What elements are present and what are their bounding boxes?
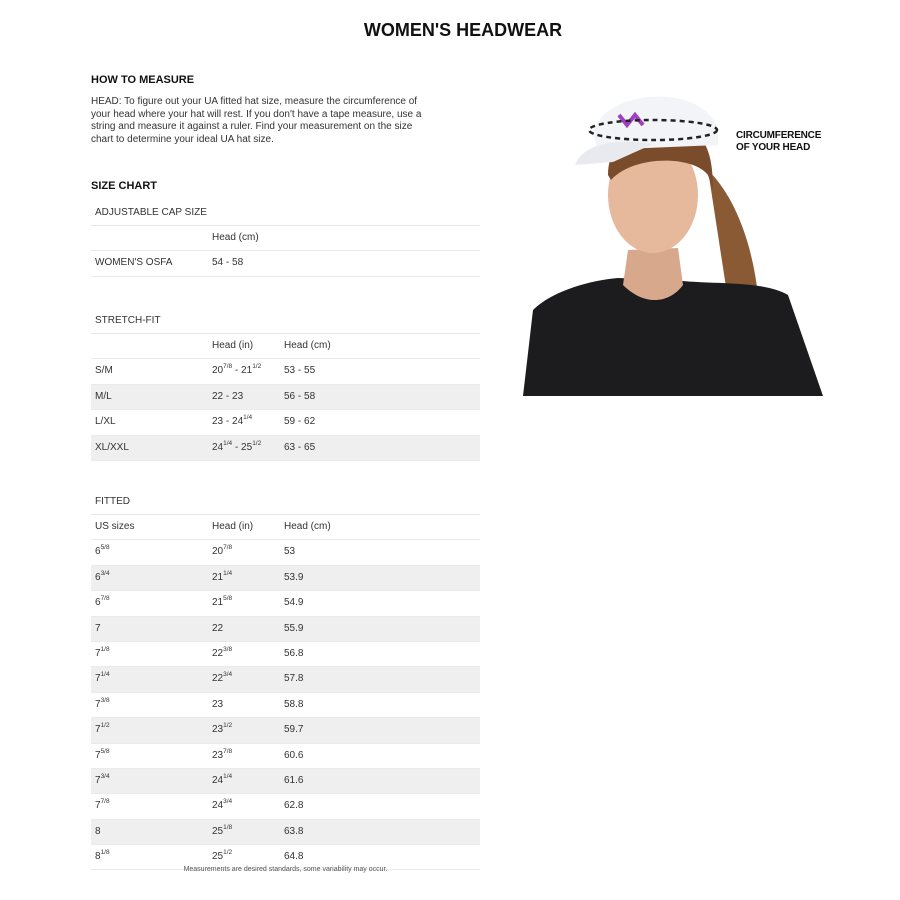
column-header: US sizes <box>95 521 135 532</box>
table-cell: $24^{3/4}$ <box>212 798 233 812</box>
fraction-superscript: 1/4 <box>223 772 233 780</box>
column-header <box>91 226 212 250</box>
circumference-label <box>736 130 821 154</box>
fraction-superscript: 5/8 <box>223 595 233 603</box>
table-cell: 22 - 23 <box>212 390 244 402</box>
table-cell: 63.8 <box>284 825 304 837</box>
table-row <box>91 667 480 692</box>
table-cell: $6^{3/4}$ <box>95 569 110 583</box>
fraction-superscript: 1/2 <box>252 363 262 371</box>
fraction-superscript: 3/4 <box>100 772 110 780</box>
fraction-superscript: 1/8 <box>100 645 110 653</box>
column-header: Head (cm) <box>212 232 259 243</box>
table-cell: 8 <box>95 825 101 837</box>
table-cell: $6^{7/8}$ <box>95 595 110 609</box>
table-row <box>91 251 480 276</box>
table-row <box>91 540 480 565</box>
how-to-measure-text: HEAD: To figure out your UA fitted hat size, measure the circumference of your head where your hat will rest. If you don't have a tape measure, use a string and measure it against a ruler. Find your measurement on the size chart to determine your ideal UA hat size. <box>91 96 422 145</box>
fraction-superscript: 1/4 <box>100 671 110 679</box>
table-row <box>91 591 480 616</box>
fraction-superscript: 7/8 <box>100 798 110 806</box>
table-row <box>91 718 480 743</box>
how-to-measure-heading: HOW TO MEASURE <box>91 74 195 86</box>
column-header <box>91 334 212 358</box>
fraction-superscript: 1/8 <box>223 823 233 831</box>
table-row <box>91 794 480 819</box>
table-cell: $24^{1/4}$ <box>212 772 233 786</box>
table-cell: S/M <box>95 365 113 377</box>
table-row <box>91 566 480 591</box>
fraction-superscript: 1/8 <box>100 849 110 857</box>
fraction-superscript: 1/2 <box>252 439 262 447</box>
table-cell: 56 - 58 <box>284 390 316 402</box>
table-cell: $7^{7/8}$ <box>95 798 110 812</box>
table-cell: 56.8 <box>284 647 304 659</box>
table-cell: 61.6 <box>284 774 304 786</box>
table-cell: $20^{7/8}$ <box>212 544 233 558</box>
table-cell: 22 <box>212 622 224 634</box>
table-cell: $6^{5/8}$ <box>95 544 110 558</box>
column-header: Head (in) <box>212 340 254 351</box>
adjustable-cap-table <box>91 200 480 277</box>
table-row <box>91 359 480 384</box>
fraction-superscript: 5/8 <box>100 747 110 755</box>
fraction-superscript: 5/8 <box>100 544 110 552</box>
fraction-superscript: 3/4 <box>223 798 233 806</box>
table-cell: $25^{1/8}$ <box>212 823 233 837</box>
table-cell: 53 - 55 <box>284 365 316 377</box>
table-header-row <box>91 226 480 251</box>
table-header-row <box>91 515 480 540</box>
table-cell: 55.9 <box>284 622 304 634</box>
fraction-superscript: 3/8 <box>223 645 233 653</box>
table-cell: $25^{1/2}$ <box>212 849 233 863</box>
stretch-fit-table <box>91 308 480 461</box>
table-row <box>91 410 480 435</box>
table-cell: $7^{1/2}$ <box>95 722 110 736</box>
table-cell: 58.8 <box>284 698 304 710</box>
footnote: Measurements are desired standards, some variability may occur. <box>183 866 388 873</box>
column-header: Head (cm) <box>284 521 331 532</box>
table-cell: $7^{3/4}$ <box>95 772 110 786</box>
table-row <box>91 385 480 410</box>
table-cell: 63 - 65 <box>284 441 316 453</box>
fraction-superscript: 3/4 <box>100 569 110 577</box>
size-chart-heading: SIZE CHART <box>91 180 157 192</box>
table-row <box>91 820 480 845</box>
table-header-row <box>91 334 480 359</box>
table-cell: $7^{1/4}$ <box>95 671 110 685</box>
table-cell: $23^{1/2}$ <box>212 722 233 736</box>
table-cell: $21^{5/8}$ <box>212 595 233 609</box>
table-cell: $20^{7/8} - 21^{1/2}$ <box>212 363 262 377</box>
table-cell: 23 <box>212 698 224 710</box>
fraction-superscript: 3/8 <box>100 696 110 704</box>
table-cell: 54 - 58 <box>212 257 244 269</box>
fitted-table <box>91 489 480 870</box>
table-row <box>91 642 480 667</box>
table-cell: 54.9 <box>284 597 304 609</box>
table-cell: 53.9 <box>284 571 304 583</box>
circumference-label-line2: OF YOUR HEAD <box>736 142 811 153</box>
column-header: Head (cm) <box>284 340 331 351</box>
table-cell: 62.8 <box>284 800 304 812</box>
table-cell: $21^{1/4}$ <box>212 569 233 583</box>
fraction-superscript: 7/8 <box>100 595 110 603</box>
model-photo <box>523 80 823 396</box>
fraction-superscript: 1/4 <box>223 439 233 447</box>
circumference-label-line1: CIRCUMFERENCE <box>736 130 822 141</box>
table-row <box>91 744 480 769</box>
table-row <box>91 617 480 642</box>
table-label: FITTED <box>91 489 480 515</box>
fraction-superscript: 7/8 <box>223 363 233 371</box>
table-cell: M/L <box>95 390 112 402</box>
table-cell: $23 - 24^{1/4}$ <box>212 414 253 428</box>
table-cell: L/XL <box>95 416 116 428</box>
page-title: WOMEN'S HEADWEAR <box>363 20 563 40</box>
table-cell: $22^{3/8}$ <box>212 645 233 659</box>
fraction-superscript: 7/8 <box>223 544 233 552</box>
table-cell: XL/XXL <box>95 441 129 453</box>
table-cell: $7^{5/8}$ <box>95 747 110 761</box>
table-cell: 59.7 <box>284 724 304 736</box>
table-row <box>91 769 480 794</box>
table-cell: $22^{3/4}$ <box>212 671 233 685</box>
table-cell: 64.8 <box>284 851 304 863</box>
table-row <box>91 436 480 461</box>
fraction-superscript: 1/2 <box>223 849 233 857</box>
fraction-superscript: 7/8 <box>223 747 233 755</box>
table-cell: 7 <box>95 622 101 634</box>
table-cell: 53 <box>284 546 296 558</box>
table-cell: $24^{1/4} - 25^{1/2}$ <box>212 439 262 453</box>
table-cell: $7^{3/8}$ <box>95 696 110 710</box>
column-header: Head (in) <box>212 521 254 532</box>
fraction-superscript: 1/2 <box>100 722 110 730</box>
table-cell: 59 - 62 <box>284 416 316 428</box>
fraction-superscript: 1/2 <box>223 722 233 730</box>
table-label: ADJUSTABLE CAP SIZE <box>91 200 480 226</box>
table-cell: $8^{1/8}$ <box>95 849 110 863</box>
fraction-superscript: 1/4 <box>243 414 253 422</box>
fraction-superscript: 3/4 <box>223 671 233 679</box>
fraction-superscript: 1/4 <box>223 569 233 577</box>
table-cell: $23^{7/8}$ <box>212 747 233 761</box>
table-cell: 60.6 <box>284 749 304 761</box>
table-cell: WOMEN'S OSFA <box>95 257 173 269</box>
table-cell: 57.8 <box>284 673 304 685</box>
table-label: STRETCH-FIT <box>91 308 480 334</box>
table-row <box>91 693 480 718</box>
table-cell: $7^{1/8}$ <box>95 645 110 659</box>
